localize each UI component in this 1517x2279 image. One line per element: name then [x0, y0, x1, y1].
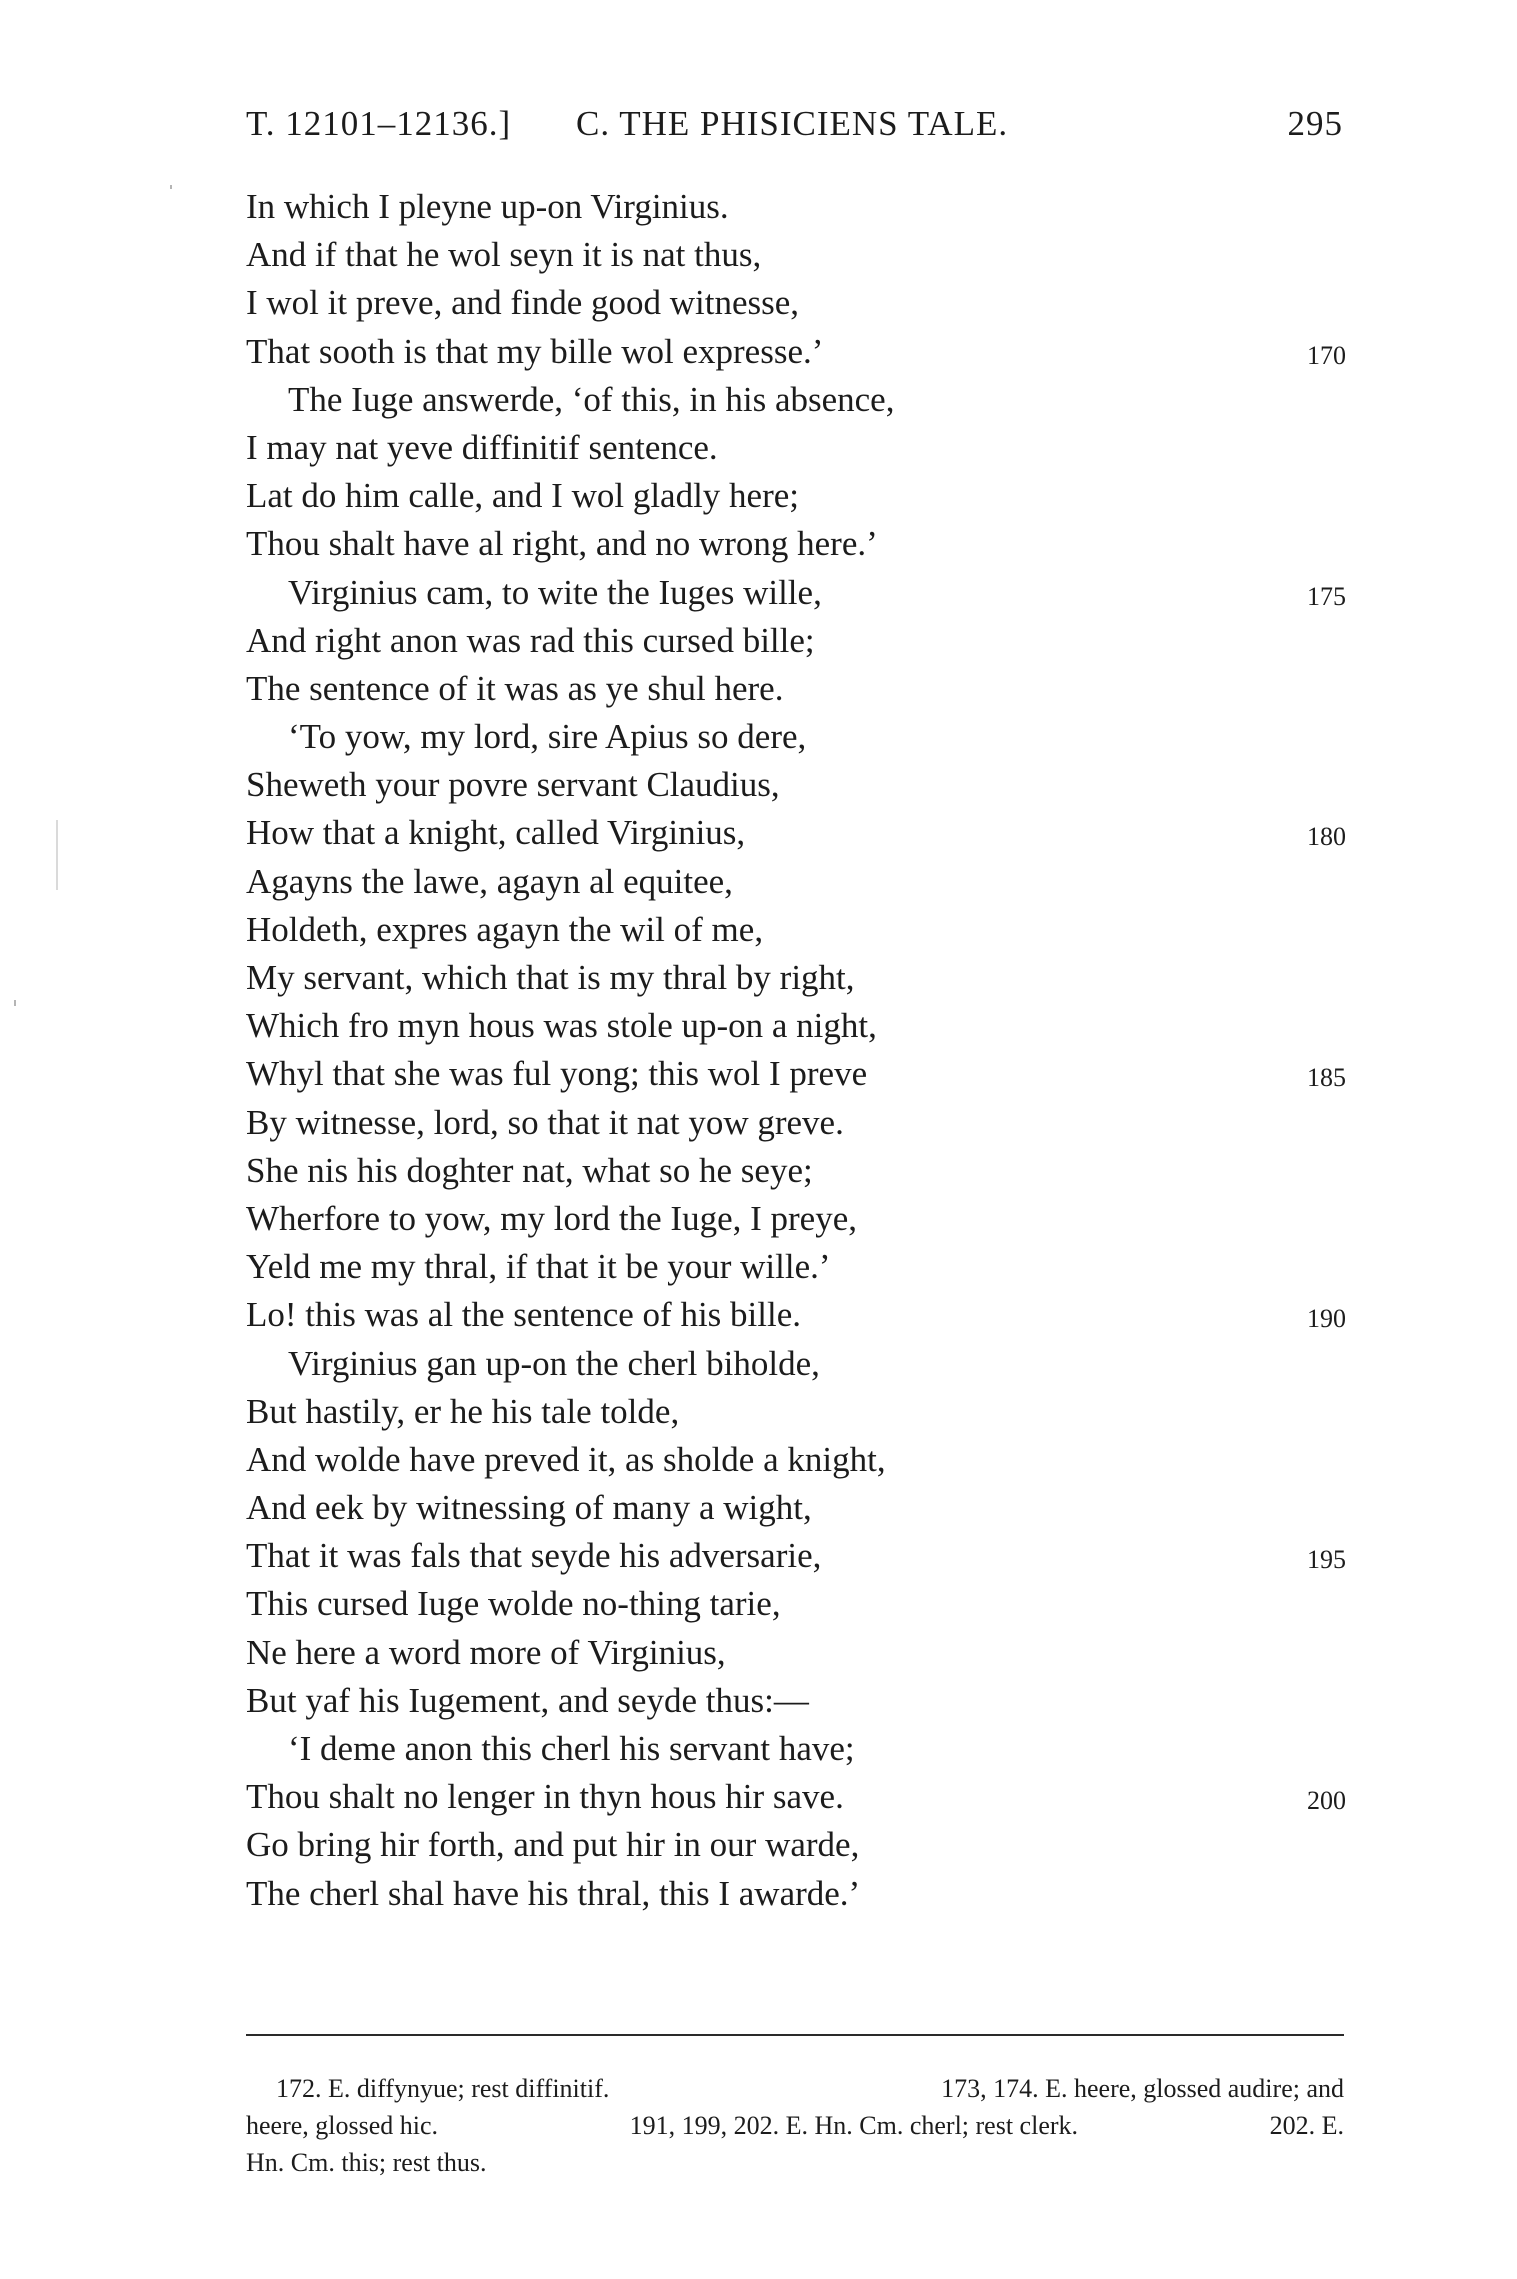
verse-line	[246, 1243, 1346, 1291]
verse-text: But yaf his Iugement, and seyde thus:—	[246, 1680, 809, 1720]
verse-text: How that a knight, called Virginius,	[246, 813, 746, 853]
verse-text: My servant, which that is my thral by right,	[246, 958, 855, 997]
verse-text: Agayns the lawe, agayn al equitee,	[246, 861, 733, 901]
verse-text: I may nat yeve diffinitif sentence.	[246, 427, 718, 467]
verse-text: Thou shalt have al right, and no wrong here.’	[246, 524, 878, 564]
line-number: 200	[1307, 1786, 1346, 1816]
line-number: 170	[1307, 340, 1346, 370]
verse-line	[246, 376, 1346, 424]
footnote-line	[246, 2070, 1344, 2107]
verse-line	[246, 954, 1346, 1002]
verse-text: She nis his doghter nat, what so he seye;	[246, 1150, 813, 1190]
verse-line	[246, 761, 1346, 809]
verse-line	[246, 328, 1346, 376]
footnote-entry: 191, 199, 202. E. Hn. Cm. cherl; rest clerk.	[629, 2111, 1079, 2140]
verse-line	[246, 520, 1346, 568]
footnote-rule	[246, 2034, 1344, 2036]
verse-text: Which fro myn hous was stole up-on a night,	[246, 1006, 877, 1046]
verse-line	[246, 424, 1346, 472]
verse-line	[246, 1725, 1346, 1773]
verse-line	[246, 1050, 1346, 1098]
verse-line	[246, 809, 1346, 857]
line-number: 195	[1307, 1545, 1346, 1575]
verse-line	[246, 1484, 1346, 1532]
verse-text: That sooth is that my bille wol expresse.’	[246, 331, 824, 371]
verse-text: By witnesse, lord, so that it nat yow greve.	[246, 1102, 844, 1142]
verse-block	[246, 183, 1346, 1918]
verse-text: The Iuge answerde, ‘of this, in his absence,	[288, 379, 895, 419]
verse-line	[246, 713, 1346, 761]
verse-text: Whyl that she was ful yong; this wol I preve	[246, 1054, 868, 1094]
footnote-entry: heere, glossed hic.	[246, 2111, 439, 2140]
verse-text: Ne here a word more of Virginius,	[246, 1632, 726, 1672]
verse-text: Yeld me my thral, if that it be your wille.’	[246, 1247, 831, 1287]
verse-line	[246, 183, 1346, 231]
running-header	[246, 104, 1343, 154]
verse-line	[246, 1388, 1346, 1436]
verse-text: Wherfore to yow, my lord the Iuge, I preye,	[246, 1198, 857, 1238]
verse-line	[246, 858, 1346, 906]
verse-text: And wolde have preved it, as sholde a knight,	[246, 1439, 886, 1479]
verse-text: Thou shalt no lenger in thyn hous hir save.	[246, 1777, 844, 1817]
verse-text: In which I pleyne up-on Virginius.	[246, 187, 729, 226]
verse-text: Lo! this was al the sentence of his bille.	[246, 1295, 801, 1335]
verse-line	[246, 1532, 1346, 1580]
page-title: C. THE PHISICIENS TALE.	[576, 104, 1009, 143]
verse-text: Virginius gan up-on the cherl biholde,	[288, 1343, 820, 1383]
footnote-entry: 173, 174. E. heere, glossed audire; and	[941, 2074, 1344, 2103]
verse-text: Holdeth, expres agayn the wil of me,	[246, 909, 764, 949]
line-number: 190	[1307, 1304, 1346, 1334]
verse-line	[246, 1147, 1346, 1195]
verse-text: And right anon was rad this cursed bille;	[246, 620, 815, 660]
verse-line	[246, 1870, 1346, 1918]
line-number: 185	[1307, 1063, 1346, 1093]
verse-text: Virginius cam, to wite the Iuges wille,	[288, 572, 822, 612]
verse-text: But hastily, er he his tale tolde,	[246, 1391, 680, 1431]
line-number: 180	[1307, 822, 1346, 852]
verse-line	[246, 1821, 1346, 1869]
verse-line	[246, 906, 1346, 954]
verse-text: ‘To yow, my lord, sire Apius so dere,	[288, 717, 807, 757]
verse-line	[246, 617, 1346, 665]
verse-line	[246, 1677, 1346, 1725]
verse-text: The sentence of it was as ye shul here.	[246, 668, 784, 708]
verse-text: And eek by witnessing of many a wight,	[246, 1488, 812, 1528]
footnote-entry: 172. E. diffynyue; rest diffinitif.	[276, 2074, 610, 2103]
verse-text: That it was fals that seyde his adversarie,	[246, 1536, 822, 1576]
verse-line	[246, 1291, 1346, 1339]
verse-text: The cherl shal have his thral, this I awarde.’	[246, 1873, 861, 1913]
footnote-line	[246, 2144, 1344, 2181]
verse-line	[246, 1002, 1346, 1050]
page-number: 295	[1287, 104, 1343, 143]
verse-text: Go bring hir forth, and put hir in our warde,	[246, 1825, 860, 1865]
verse-text: ‘I deme anon this cherl his servant have;	[288, 1729, 855, 1768]
verse-line	[246, 665, 1346, 713]
line-range: T. 12101–12136.]	[246, 104, 512, 143]
verse-line	[246, 1340, 1346, 1388]
footnotes	[246, 2070, 1344, 2181]
verse-line	[246, 231, 1346, 279]
footnote-entry: 202. E.	[1269, 2111, 1344, 2140]
margin-speck	[56, 820, 58, 890]
verse-line	[246, 472, 1346, 520]
verse-text: This cursed Iuge wolde no-thing tarie,	[246, 1584, 781, 1624]
margin-speck	[170, 185, 172, 189]
verse-line	[246, 1195, 1346, 1243]
footnote-entry: Hn. Cm. this; rest thus.	[246, 2148, 487, 2177]
verse-line	[246, 1580, 1346, 1628]
line-number: 175	[1307, 581, 1346, 611]
verse-text: I wol it preve, and finde good witnesse,	[246, 283, 800, 323]
verse-text: And if that he wol seyn it is nat thus,	[246, 235, 762, 275]
verse-text: Lat do him calle, and I wol gladly here;	[246, 476, 800, 516]
verse-text: Sheweth your povre servant Claudius,	[246, 765, 780, 805]
verse-line	[246, 279, 1346, 327]
verse-line	[246, 569, 1346, 617]
verse-line	[246, 1099, 1346, 1147]
footnote-line	[246, 2107, 1344, 2144]
margin-speck	[14, 1000, 16, 1006]
verse-line	[246, 1629, 1346, 1677]
verse-line	[246, 1436, 1346, 1484]
verse-line	[246, 1773, 1346, 1821]
